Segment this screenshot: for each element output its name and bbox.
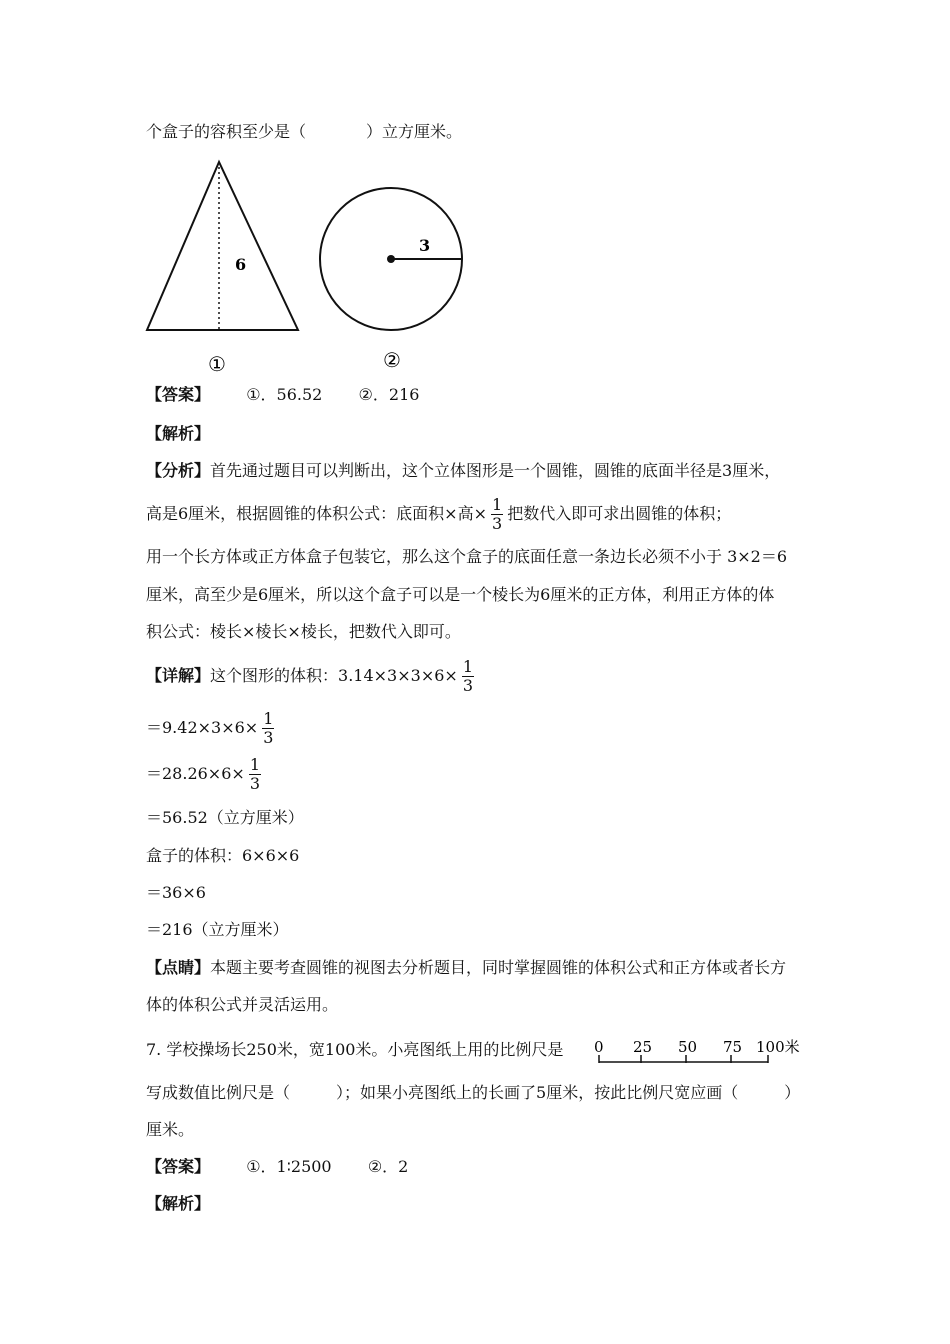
detail-line-6: ＝36×6	[146, 883, 206, 902]
fenxi-text-2b: 把数代入即可求出圆锥的体积；	[507, 504, 732, 523]
triangle-height-label: 6	[235, 255, 247, 274]
q7-stem-line-3: 厘米。	[146, 1120, 195, 1139]
q7-answer-line	[146, 1157, 408, 1177]
fenxi-text-1: 首先通过题目可以判断出，这个立体图形是一个圆锥，圆锥的底面半径是3厘米，	[210, 461, 781, 480]
detail-tag: 【详解】	[146, 666, 211, 685]
intro-line	[146, 122, 462, 142]
fraction-one-third	[249, 756, 261, 793]
q7-stem-line-1: 7. 学校操场长250米，宽100米。小亮图纸上用的比例尺是	[146, 1040, 564, 1059]
detail-line-1	[146, 656, 478, 696]
comment-line-2: 体的体积公式并灵活运用。	[146, 995, 339, 1014]
circle-caption: ②	[383, 348, 401, 372]
fraction-one-third	[262, 710, 274, 747]
detail-text-1: 这个图形的体积：3.14×3×3×6×	[210, 666, 458, 685]
fraction-one-third	[491, 496, 503, 533]
fraction-one-third	[462, 658, 474, 695]
detail-line-2	[146, 708, 278, 748]
fraction-denominator: 3	[263, 728, 274, 747]
fraction-denominator: 3	[249, 774, 260, 793]
q7-analysis-tag: 【解析】	[146, 1194, 211, 1213]
q7-text-2b: ）；如果小亮图纸上的长画了5厘米，按此比例尺宽应画（	[336, 1083, 739, 1102]
q7-text-2c: ）	[784, 1083, 801, 1102]
intro-text-a: 个盒子的容积至少是（	[146, 122, 307, 141]
answer-tag: 【答案】	[146, 385, 211, 404]
analysis-tag: 【解析】	[146, 424, 211, 443]
answer-value-1: ①．56.52	[246, 385, 323, 404]
scale-tick-label: 50	[678, 1038, 698, 1056]
fraction-numerator: 1	[263, 709, 274, 728]
fraction-denominator: 3	[462, 676, 473, 695]
scale-tick-label: 0	[594, 1038, 604, 1056]
fenxi-line-1	[146, 461, 780, 481]
detail-line-3	[146, 754, 265, 794]
q7-stem-line-2	[146, 1083, 800, 1103]
fenxi-line-3: 用一个长方体或正方体盒子包装它，那么这个盒子的底面任意一条边长必须不小于 3×2＝6	[146, 547, 788, 566]
figure-triangle-circle	[140, 155, 480, 375]
fenxi-tag: 【分析】	[146, 461, 211, 480]
fenxi-line-4: 厘米，高至少是6厘米，所以这个盒子可以是一个棱长为6厘米的正方体，利用正方体的体	[146, 585, 775, 604]
answer-line	[146, 385, 419, 405]
fenxi-line-2	[146, 494, 731, 534]
comment-tag: 【点睛】	[146, 958, 211, 977]
fraction-numerator: 1	[249, 755, 260, 774]
fraction-numerator: 1	[462, 657, 473, 676]
scale-tick-label: 100米	[756, 1038, 800, 1056]
detail-line-7: ＝216（立方厘米）	[146, 920, 289, 939]
answer-value-1: ①．1∶2500	[246, 1157, 332, 1176]
answer-tag: 【答案】	[146, 1157, 211, 1176]
detail-line-5: 盒子的体积：6×6×6	[146, 846, 300, 865]
comment-text-1: 本题主要考查圆锥的视图去分析题目，同时掌握圆锥的体积公式和正方体或者长方	[210, 958, 787, 977]
intro-text-b: ）立方厘米。	[366, 122, 463, 141]
scale-tick-label: 25	[633, 1038, 653, 1056]
scale-bar	[590, 1036, 800, 1068]
answer-value-2: ②．2	[367, 1157, 409, 1176]
fraction-numerator: 1	[492, 495, 503, 514]
detail-text-2: ＝9.42×3×6×	[146, 718, 259, 737]
fenxi-line-5: 积公式：棱长×棱长×棱长，把数代入即可。	[146, 622, 461, 641]
answer-value-2: ②．216	[358, 385, 420, 404]
comment-line-1	[146, 958, 786, 978]
circle-radius-label: 3	[419, 236, 431, 255]
fenxi-text-2a: 高是6厘米，根据圆锥的体积公式：底面积×高×	[146, 504, 487, 523]
detail-line-4: ＝56.52（立方厘米）	[146, 808, 304, 827]
q7-text-2a: 写成数值比例尺是（	[146, 1083, 291, 1102]
scale-tick-label: 75	[723, 1038, 743, 1056]
triangle-shape	[147, 162, 298, 330]
triangle-caption: ①	[208, 352, 226, 375]
fraction-denominator: 3	[492, 514, 503, 533]
detail-text-3: ＝28.26×6×	[146, 764, 245, 783]
